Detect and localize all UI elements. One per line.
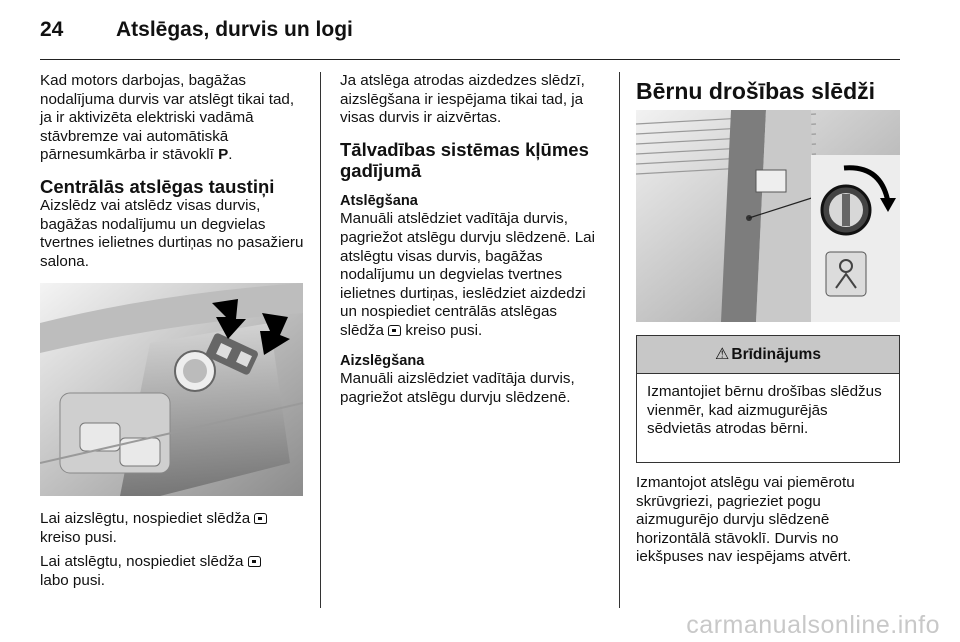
column-1 — [40, 72, 308, 271]
subheading: Aizslēgšana — [340, 352, 425, 369]
paragraph: Izmantojot atslēgu vai piemērotu skrūvgriezi, pagrieziet pogu aizmugurējo durvju slēdzenē horizontālā stāvoklī. Durvis no iekšpuses nav iespējams atvērt. — [636, 474, 855, 566]
paragraph: Kad motors darbojas, bagāžas nodalījuma durvis var atslēgt tikai tad, ja ir aktivizēta elektriski vadāmā stāvbremze vai automātiskā pārnesumkārba ir stāvoklī P. — [40, 72, 295, 164]
header-divider — [40, 59, 900, 60]
warning-triangle-icon: ⚠ — [715, 346, 730, 363]
child-lock-illustration — [636, 110, 900, 322]
car-lock-icon — [388, 325, 401, 336]
paragraph: Manuāli aizslēdziet vadītāja durvis, pagriežot atslēgu durvju slēdzenē. — [340, 370, 575, 406]
paragraph: Ja atslēga atrodas aizdedzes slēdzī, aizslēgšana ir iespējama tikai tad, ja visas durvis ir aizvērtas. — [340, 72, 585, 127]
section-title: Bērnu drošības slēdži — [636, 78, 876, 104]
paragraph: Aizslēdz vai atslēdz visas durvis, bagāžas nodalījumu un degvielas tvertnes ielietnes durtiņas no pasažieru salona. — [40, 196, 304, 270]
column-divider — [320, 72, 321, 608]
watermark: carmanualsonline.info — [686, 611, 940, 639]
page-header — [40, 18, 900, 58]
column-divider — [619, 72, 620, 608]
column-2 — [340, 72, 605, 407]
caption: Lai atslēgtu, nospiediet slēdža labo pusi. — [40, 553, 308, 590]
section-heading: Centrālās atslēgas taustiņi — [40, 175, 275, 197]
warning-box — [636, 335, 900, 463]
column-3 — [636, 72, 902, 104]
warning-text: Izmantojiet bērnu drošības slēdžus vienmēr, kad aizmugurējās sēdvietās atrodas bērni. — [647, 383, 882, 438]
caption: Lai aizslēgtu, nospiediet slēdža kreiso pusi. — [40, 510, 308, 547]
section-heading: Tālvadības sistēmas kļūmes gadījumā — [340, 138, 589, 181]
image-captions — [40, 510, 308, 590]
door-panel-image — [40, 283, 303, 496]
page-title: Atslēgas, durvis un logi — [116, 18, 353, 41]
subheading: Atslēgšana — [340, 192, 418, 209]
paragraph: Manuāli atslēdziet vadītāja durvis, pagriežot atslēgu durvju slēdzenē. Lai atslēgtu visas durvis, bagāžas nodalījumu un degvielas tvertnes ielietnes durtiņas, ieslēdziet aizdedzi un nospiediet centrālās atslēgas slēdža kreiso pusi. — [340, 210, 595, 339]
warning-header: ⚠ Brīdinājums — [637, 336, 899, 374]
child-lock-instructions — [636, 474, 902, 567]
child-lock-image — [636, 110, 900, 322]
car-lock-icon — [254, 513, 267, 524]
page-number: 24 — [40, 18, 64, 41]
car-lock-icon — [248, 556, 261, 567]
door-switch-illustration — [40, 283, 303, 496]
